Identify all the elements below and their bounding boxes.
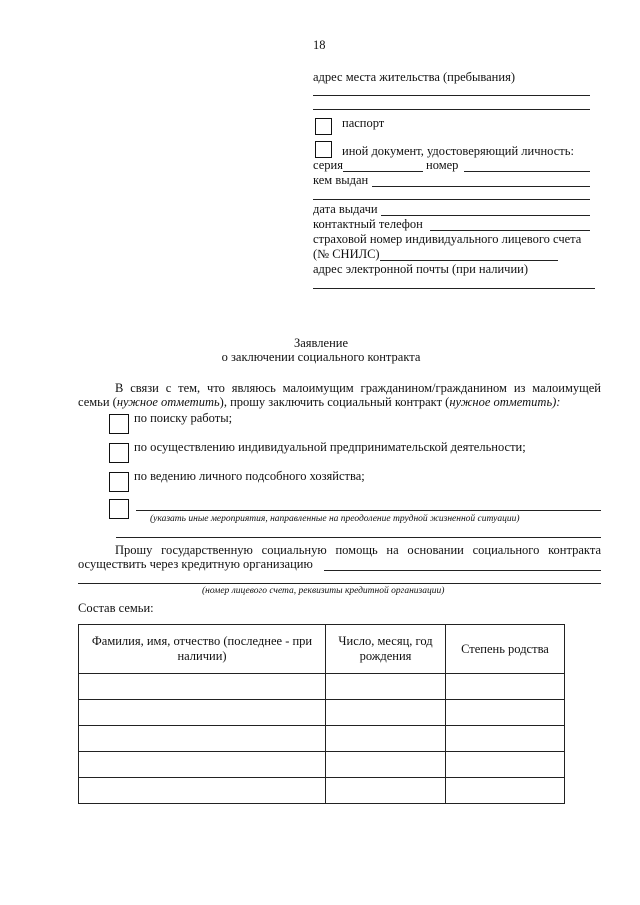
passport-checkbox[interactable] [315,118,332,135]
issued-by-label: кем выдан [313,173,369,187]
document-subtitle: о заключении социального контракта [221,350,421,364]
intro-note-2: нужное отметить): [449,395,561,409]
column-header-relationship: Степень родства [446,625,565,674]
payment-line-2: осуществить через кредитную организацию [78,557,313,571]
number-label: номер [426,158,459,172]
table-row [79,752,565,778]
column-header-full-name: Фамилия, имя, отчество (последнее - при наличии) [79,625,326,674]
phone-label: контактный телефон [313,217,423,231]
address-field-line-2[interactable] [313,109,590,110]
option-job-search-checkbox[interactable] [109,414,129,434]
table-cell[interactable] [446,674,565,700]
passport-label: паспорт [342,116,385,130]
option-entrepreneur-checkbox[interactable] [109,443,129,463]
snils-field[interactable] [380,260,558,261]
table-row [79,700,565,726]
option-job-search-label: по поиску работы; [134,411,233,425]
payment-hint: (номер лицевого счета, реквизиты кредитной организации) [202,586,445,596]
issue-date-label: дата выдачи [313,202,378,216]
series-field[interactable] [343,171,423,172]
table-cell[interactable] [446,752,565,778]
intro-text-b: ), прошу заключить социальный контракт ( [219,395,450,409]
credit-org-field[interactable] [324,570,601,571]
table-cell[interactable] [79,778,326,804]
table-cell[interactable] [79,700,326,726]
table-row [79,726,565,752]
table-cell[interactable] [79,674,326,700]
other-measures-hint: (указать иные мероприятия, направленные на преодоление трудной жизненной ситуации) [150,514,520,524]
option-other-checkbox[interactable] [109,499,129,519]
option-household-label: по ведению личного подсобного хозяйства; [134,469,365,483]
intro-line-1: В связи с тем, что являюсь малоимущим гражданином/гражданином из малоимущей [115,381,601,395]
table-cell[interactable] [446,726,565,752]
payment-line-1: Прошу государственную социальную помощь на основании социального контракта [115,543,601,557]
other-document-label: иной документ, удостоверяющий личность: [342,144,574,158]
column-header-birth-date: Число, месяц, год рождения [326,625,446,674]
email-field[interactable] [313,288,595,289]
email-label: адрес электронной почты (при наличии) [313,262,528,276]
other-measures-field-line-2[interactable] [116,537,601,538]
issued-by-field-line-2[interactable] [313,199,590,200]
table-cell[interactable] [326,700,446,726]
table-cell[interactable] [326,726,446,752]
table-cell[interactable] [326,674,446,700]
other-measures-field[interactable] [136,510,601,511]
intro-note-1: нужное отметить [116,395,220,409]
table-cell[interactable] [446,700,565,726]
family-heading: Состав семьи: [78,601,154,615]
series-label: серия [313,158,343,172]
intro-line-2 [78,395,560,410]
table-cell[interactable] [79,726,326,752]
other-document-checkbox[interactable] [315,141,332,158]
family-table-header [79,625,565,674]
issue-date-field[interactable] [381,215,590,216]
family-table [78,624,565,804]
table-row [79,674,565,700]
phone-field[interactable] [430,230,590,231]
option-entrepreneur-label: по осуществлению индивидуальной предпринимательской деятельности; [134,440,526,454]
snils-label: страховой номер индивидуального лицевого счета [313,232,582,246]
snils-label-2: (№ СНИЛС) [313,247,380,261]
option-household-checkbox[interactable] [109,472,129,492]
issued-by-field[interactable] [372,186,590,187]
table-cell[interactable] [79,752,326,778]
intro-text-a: семьи ( [78,395,117,409]
page-number: 18 [313,38,326,52]
credit-org-field-line-2[interactable] [78,583,601,584]
address-label: адрес места жительства (пребывания) [313,70,515,84]
address-field-line-1[interactable] [313,95,590,96]
table-cell[interactable] [326,752,446,778]
table-row [79,778,565,804]
number-field[interactable] [464,171,590,172]
table-cell[interactable] [446,778,565,804]
document-title: Заявление [293,336,348,350]
table-cell[interactable] [326,778,446,804]
